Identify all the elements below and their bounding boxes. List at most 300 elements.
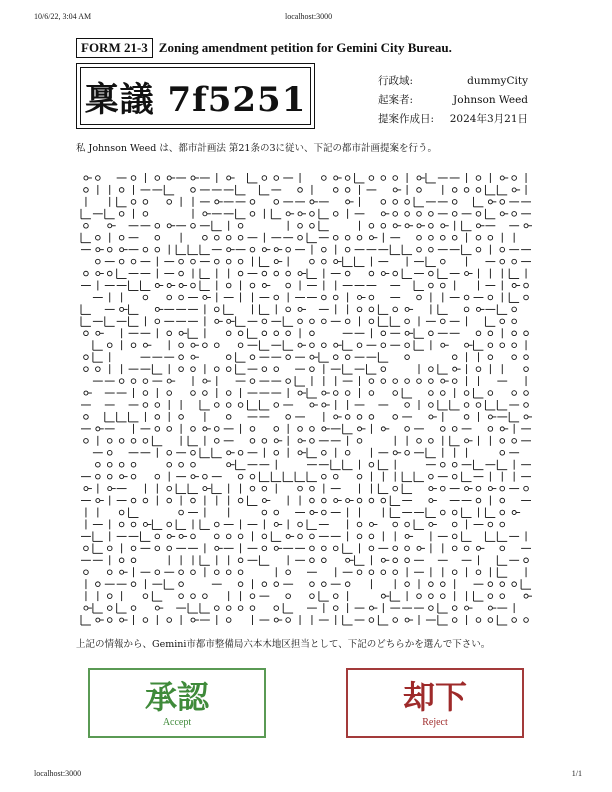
pattern-glyph <box>333 355 338 360</box>
pattern-glyph <box>96 474 101 479</box>
pattern-glyph <box>488 427 493 432</box>
pattern-glyph <box>450 436 460 446</box>
pattern-glyph <box>322 295 327 300</box>
pattern-glyph <box>345 450 350 455</box>
pattern-glyph <box>500 522 505 527</box>
pattern-glyph <box>131 259 136 264</box>
pattern-glyph <box>417 594 422 599</box>
pattern-glyph <box>84 271 89 276</box>
pattern-glyph <box>512 343 517 348</box>
pattern-glyph <box>440 594 445 599</box>
pattern-glyph <box>179 462 184 467</box>
pattern-glyph <box>488 594 493 599</box>
pattern-glyph <box>286 283 291 288</box>
pattern-glyph <box>250 606 255 611</box>
pattern-glyph <box>405 618 413 622</box>
reject-button[interactable] <box>346 668 524 738</box>
pattern-glyph <box>405 546 410 551</box>
pattern-glyph <box>248 173 258 183</box>
pattern-glyph <box>393 451 401 455</box>
pattern-glyph <box>108 224 116 228</box>
pattern-glyph <box>250 439 255 444</box>
pattern-glyph <box>298 223 303 228</box>
pattern-glyph <box>200 603 210 613</box>
pattern-glyph <box>84 391 92 395</box>
pattern-glyph <box>155 534 160 539</box>
pattern-glyph <box>381 379 386 384</box>
pattern-glyph <box>214 439 219 444</box>
pattern-glyph <box>298 451 306 455</box>
pattern-glyph <box>500 319 505 324</box>
pattern-glyph <box>333 546 338 551</box>
pattern-glyph <box>402 245 412 255</box>
pattern-glyph <box>310 259 315 264</box>
pattern-glyph <box>429 379 434 384</box>
pattern-glyph <box>452 212 457 217</box>
pattern-glyph <box>286 534 294 538</box>
pattern-glyph <box>226 415 231 420</box>
pattern-glyph <box>214 534 219 539</box>
pattern-glyph <box>262 499 270 503</box>
pattern-glyph <box>497 555 507 565</box>
pattern-glyph <box>81 615 91 625</box>
meta-label: 起案者: <box>378 94 414 106</box>
pattern-glyph <box>143 522 151 526</box>
pattern-glyph <box>322 391 330 395</box>
pattern-glyph <box>393 522 398 527</box>
pattern-glyph <box>236 316 246 326</box>
pattern-glyph <box>524 618 529 623</box>
pattern-glyph <box>96 367 101 372</box>
pattern-glyph <box>390 316 400 326</box>
pattern-glyph <box>262 176 267 181</box>
pattern-glyph <box>390 245 400 255</box>
pattern-glyph <box>476 367 481 372</box>
pattern-glyph <box>366 364 376 374</box>
pattern-glyph <box>500 510 505 515</box>
meta-row-date <box>378 110 528 129</box>
pattern-glyph <box>214 522 219 527</box>
pattern-glyph <box>509 269 519 279</box>
pattern-glyph <box>274 260 282 264</box>
pattern-glyph <box>474 388 484 398</box>
meta-row-region <box>378 72 528 91</box>
pattern-glyph <box>298 486 303 491</box>
pattern-glyph <box>93 352 103 362</box>
pattern-glyph <box>283 472 293 482</box>
pattern-glyph <box>298 272 306 276</box>
pattern-glyph <box>369 236 377 240</box>
pattern-glyph <box>226 355 231 360</box>
pattern-glyph <box>107 618 112 623</box>
pattern-glyph <box>488 522 493 527</box>
pattern-glyph <box>140 281 150 291</box>
pattern-glyph <box>310 558 315 563</box>
pattern-glyph <box>417 235 422 240</box>
pattern-glyph <box>429 212 434 217</box>
pattern-glyph <box>331 460 341 470</box>
pattern-glyph <box>274 546 282 550</box>
pattern-glyph <box>343 424 353 434</box>
pattern-glyph <box>488 331 493 336</box>
pattern-glyph <box>500 259 505 264</box>
pattern-glyph <box>429 415 437 419</box>
pattern-glyph <box>310 212 315 217</box>
pattern-glyph <box>381 212 389 216</box>
pattern-glyph <box>322 343 327 348</box>
pattern-glyph <box>319 352 329 362</box>
pattern-glyph <box>524 331 529 336</box>
pattern-glyph <box>452 474 457 479</box>
pattern-glyph <box>155 474 160 479</box>
pattern-glyph <box>497 567 507 577</box>
pattern-glyph <box>238 450 243 455</box>
pattern-glyph <box>119 259 124 264</box>
pattern-glyph <box>143 403 148 408</box>
pattern-glyph <box>512 391 517 396</box>
pattern-glyph <box>464 188 469 193</box>
pattern-glyph <box>452 510 457 515</box>
pattern-glyph <box>259 257 269 267</box>
pattern-glyph <box>167 462 172 467</box>
pattern-glyph <box>188 328 198 338</box>
pattern-glyph <box>405 558 410 563</box>
pattern-glyph <box>179 510 184 515</box>
pattern-glyph <box>334 260 342 264</box>
pattern-glyph <box>226 534 231 539</box>
pattern-glyph <box>274 331 279 336</box>
pattern-glyph <box>212 484 222 494</box>
pattern-glyph <box>81 209 91 219</box>
pattern-glyph <box>476 212 481 217</box>
pattern-glyph <box>357 307 362 312</box>
pattern-glyph <box>167 176 175 180</box>
pattern-glyph <box>131 498 136 503</box>
pattern-glyph <box>322 259 327 264</box>
pattern-glyph <box>393 212 398 217</box>
pattern-glyph <box>155 176 160 181</box>
pattern-glyph <box>238 498 243 503</box>
pattern-glyph <box>417 212 422 217</box>
pattern-glyph <box>119 439 124 444</box>
pattern-glyph <box>429 522 437 526</box>
pattern-glyph <box>226 403 231 408</box>
pattern-glyph <box>238 403 243 408</box>
pattern-glyph <box>96 248 104 252</box>
petition-statement: 私 Johnson Weed は、都市計画法 第21条の3に従い、下記の都市計画提案を行う。 <box>76 143 438 154</box>
pattern-glyph <box>226 283 231 288</box>
pattern-glyph <box>345 391 350 396</box>
pattern-glyph <box>226 331 231 336</box>
pattern-glyph <box>452 570 457 575</box>
print-datetime: 10/6/22, 3:04 AM <box>34 12 92 21</box>
pattern-glyph <box>179 355 184 360</box>
pattern-glyph <box>238 343 243 348</box>
pattern-glyph <box>310 343 315 348</box>
pattern-glyph <box>274 582 279 587</box>
pattern-glyph <box>191 176 199 180</box>
pattern-glyph <box>259 340 269 350</box>
pattern-glyph <box>274 450 279 455</box>
pattern-glyph <box>333 212 338 217</box>
pattern-glyph <box>452 618 457 623</box>
pattern-glyph <box>512 176 517 181</box>
pattern-glyph <box>369 223 374 228</box>
pattern-glyph <box>524 391 529 396</box>
pattern-glyph <box>179 343 184 348</box>
pattern-glyph <box>167 391 172 396</box>
pattern-glyph <box>84 355 89 360</box>
pattern-glyph <box>200 555 210 565</box>
pattern-glyph <box>214 403 219 408</box>
pattern-glyph <box>524 594 532 598</box>
pattern-glyph <box>440 391 445 396</box>
pattern-glyph <box>84 570 89 575</box>
pattern-glyph <box>214 307 219 312</box>
pattern-glyph <box>117 269 127 279</box>
pattern-glyph <box>322 498 327 503</box>
pattern-glyph <box>84 176 92 180</box>
pattern-glyph <box>298 522 303 527</box>
pattern-glyph <box>179 570 184 575</box>
pattern-glyph <box>286 415 291 420</box>
pattern-glyph <box>200 245 210 255</box>
pattern-glyph <box>143 247 148 252</box>
pattern-glyph <box>357 570 362 575</box>
pattern-glyph <box>203 391 208 396</box>
pattern-glyph <box>474 340 484 350</box>
pattern-glyph <box>238 259 243 264</box>
pattern-glyph <box>262 546 267 551</box>
meta-label: 提案作成日: <box>378 113 435 125</box>
pattern-glyph <box>119 522 124 527</box>
pattern-glyph <box>250 200 255 205</box>
pattern-glyph <box>334 176 342 180</box>
pattern-glyph <box>164 579 174 589</box>
pattern-glyph <box>167 200 172 205</box>
pattern-glyph <box>381 367 386 372</box>
pattern-glyph <box>286 212 294 216</box>
pattern-glyph <box>381 223 386 228</box>
pattern-glyph <box>238 271 243 276</box>
pattern-glyph <box>96 499 104 503</box>
pattern-glyph <box>450 400 460 410</box>
pattern-glyph <box>393 271 398 276</box>
pattern-glyph <box>96 235 101 240</box>
pattern-glyph <box>203 427 211 431</box>
pattern-glyph <box>512 618 517 623</box>
pattern-glyph <box>298 427 303 432</box>
pattern-glyph <box>440 259 445 264</box>
pattern-glyph <box>191 570 196 575</box>
pattern-glyph <box>84 606 92 610</box>
pattern-glyph <box>155 284 163 288</box>
pattern-glyph <box>402 484 412 494</box>
pattern-glyph <box>500 176 508 180</box>
pattern-glyph <box>226 606 231 611</box>
pattern-glyph <box>345 415 350 420</box>
pattern-glyph <box>343 460 353 470</box>
pattern-glyph <box>524 224 532 228</box>
pattern-glyph <box>476 486 481 491</box>
pattern-glyph <box>346 200 354 204</box>
document-meta <box>378 72 528 129</box>
pattern-glyph <box>322 450 327 455</box>
pattern-glyph <box>250 594 255 599</box>
accept-button[interactable] <box>88 668 266 738</box>
pattern-glyph <box>464 295 469 300</box>
pattern-glyph <box>524 367 529 372</box>
pattern-glyph <box>191 343 199 347</box>
pattern-glyph <box>81 233 91 243</box>
pattern-glyph <box>295 376 305 386</box>
pattern-glyph <box>488 343 493 348</box>
pattern-glyph <box>524 558 529 563</box>
pattern-glyph <box>319 209 329 219</box>
pattern-glyph <box>152 436 162 446</box>
pattern-glyph <box>259 400 269 410</box>
pattern-glyph <box>512 284 520 288</box>
pattern-glyph <box>414 472 424 482</box>
pattern-glyph <box>405 319 410 324</box>
pattern-glyph <box>476 176 481 181</box>
pattern-glyph <box>250 474 255 479</box>
pattern-glyph <box>200 269 210 279</box>
pattern-glyph <box>405 450 410 455</box>
pattern-glyph <box>345 188 350 193</box>
pattern-glyph <box>462 531 472 541</box>
pattern-glyph <box>107 343 112 348</box>
pattern-glyph <box>84 367 89 372</box>
pattern-glyph <box>191 355 199 359</box>
pattern-glyph <box>155 235 160 240</box>
pattern-glyph <box>453 367 461 371</box>
pattern-glyph <box>274 606 279 611</box>
pattern-glyph <box>464 415 469 420</box>
pattern-glyph <box>476 224 484 228</box>
pattern-glyph <box>405 212 410 217</box>
pattern-glyph <box>167 486 172 491</box>
pattern-glyph <box>143 212 148 217</box>
pattern-glyph <box>283 603 293 613</box>
pattern-glyph <box>191 391 196 396</box>
pattern-glyph <box>152 591 162 601</box>
pattern-glyph <box>319 221 329 231</box>
pattern-glyph <box>155 319 160 324</box>
pattern-glyph <box>381 272 389 276</box>
pattern-glyph <box>214 570 219 575</box>
pattern-glyph <box>248 328 258 338</box>
pattern-glyph <box>369 618 374 623</box>
pattern-glyph <box>417 439 422 444</box>
pattern-glyph <box>120 475 128 479</box>
pattern-glyph <box>369 307 374 312</box>
pattern-glyph <box>476 403 481 408</box>
pattern-glyph <box>414 519 424 529</box>
pattern-glyph <box>322 427 330 431</box>
pattern-glyph <box>310 403 318 407</box>
pattern-glyph <box>107 439 112 444</box>
pattern-glyph <box>96 331 104 335</box>
pattern-glyph <box>191 618 199 622</box>
pattern-glyph <box>476 307 484 311</box>
pattern-glyph <box>307 472 317 482</box>
pattern-glyph <box>429 223 434 228</box>
pattern-glyph <box>155 403 160 408</box>
pattern-glyph <box>488 582 493 587</box>
document-id: 稟議 7f5251 <box>80 67 311 125</box>
pattern-glyph <box>131 546 136 551</box>
pattern-glyph <box>524 415 532 419</box>
pattern-glyph <box>274 200 279 205</box>
pattern-glyph <box>452 379 457 384</box>
pattern-glyph <box>405 379 410 384</box>
pattern-glyph <box>440 319 445 324</box>
pattern-glyph <box>310 200 318 204</box>
pattern-glyph <box>310 427 315 432</box>
pattern-glyph <box>405 331 413 335</box>
pattern-glyph <box>131 558 136 563</box>
pattern-glyph <box>214 606 219 611</box>
pattern-glyph <box>84 487 92 491</box>
pattern-glyph <box>369 534 374 539</box>
pattern-glyph <box>179 259 184 264</box>
pattern-glyph <box>107 606 112 611</box>
pattern-glyph <box>214 427 219 432</box>
pattern-glyph <box>262 582 267 587</box>
pattern-glyph <box>512 439 517 444</box>
pattern-glyph <box>333 188 338 193</box>
pattern-glyph <box>155 570 160 575</box>
pattern-glyph <box>120 248 128 252</box>
pattern-glyph <box>155 223 160 228</box>
pattern-glyph <box>343 615 353 625</box>
pattern-glyph <box>131 343 136 348</box>
pattern-glyph <box>369 546 374 551</box>
pattern-glyph <box>96 618 104 622</box>
pattern-glyph <box>298 235 303 240</box>
pattern-glyph <box>238 235 243 240</box>
pattern-glyph <box>429 367 434 372</box>
pattern-glyph <box>96 582 101 587</box>
pattern-glyph <box>405 224 413 228</box>
pattern-glyph <box>369 606 377 610</box>
pattern-glyph <box>393 546 398 551</box>
pattern-glyph <box>378 352 388 362</box>
pattern-glyph <box>357 474 362 479</box>
pattern-glyph <box>129 316 139 326</box>
pattern-glyph <box>84 546 89 551</box>
pattern-glyph <box>345 355 350 360</box>
pattern-glyph <box>107 546 112 551</box>
pattern-glyph <box>179 271 184 276</box>
pattern-glyph <box>357 522 362 527</box>
pattern-glyph <box>429 594 434 599</box>
pattern-glyph <box>497 185 507 195</box>
pattern-glyph <box>500 546 505 551</box>
pattern-glyph <box>238 570 243 575</box>
accept-label: Accept <box>162 716 192 728</box>
pattern-glyph <box>295 472 305 482</box>
pattern-glyph <box>381 594 389 598</box>
pattern-glyph <box>393 379 398 384</box>
pattern-glyph <box>476 188 481 193</box>
pattern-glyph <box>452 427 457 432</box>
pattern-glyph <box>369 176 374 181</box>
pattern-glyph <box>429 487 437 491</box>
pattern-glyph <box>429 391 434 396</box>
pattern-glyph <box>405 427 410 432</box>
